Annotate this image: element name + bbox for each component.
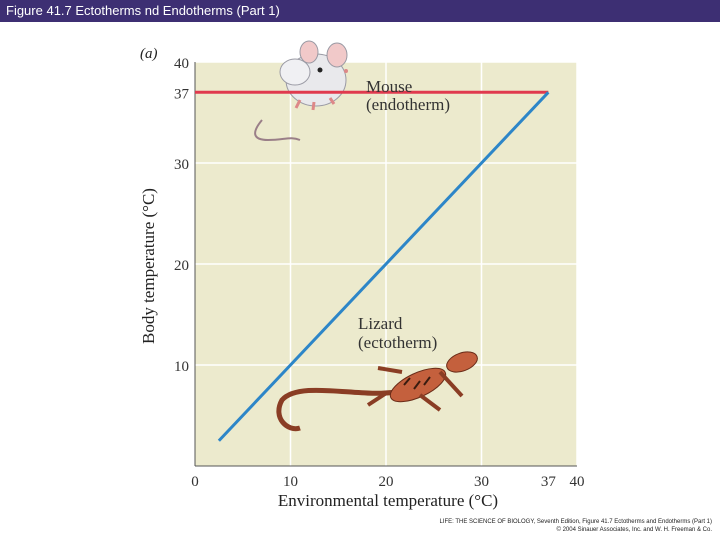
x-tick-label: 37 (540, 474, 556, 490)
mouse-series-label: Mouse (endotherm) (366, 77, 451, 114)
credit-line-1: LIFE: THE SCIENCE OF BIOLOGY, Seventh Edition, Figure 41.7 Ectotherms and Endotherms (Part 1) (439, 519, 712, 525)
x-tick-label: 30 (474, 474, 489, 490)
x-tick-label: 0 (191, 474, 199, 490)
y-tick-label: 30 (174, 157, 189, 173)
lizard-series-label: Lizard (ectotherm) (358, 314, 438, 352)
y-tick-label: 40 (174, 56, 189, 72)
page-title: Figure 41.7 Ectotherms nd Endotherms (Part 1) (6, 3, 280, 18)
credit-line-2: © 2004 Sinauer Associates, Inc. and W. H. Freeman & Co. (556, 527, 712, 533)
x-tick-label: 40 (569, 474, 585, 490)
credit-line (439, 518, 712, 534)
y-tick-label: 37 (174, 86, 189, 103)
y-tick-label: 10 (174, 359, 189, 375)
panel-label: (a) (140, 46, 158, 62)
y-tick-label: 20 (174, 258, 189, 274)
y-axis-label: Body temperature (°C) (139, 188, 158, 344)
x-tick-label: 20 (378, 474, 394, 490)
x-tick-label: 10 (283, 474, 298, 490)
x-axis-label: Environmental temperature (°C) (277, 491, 499, 510)
